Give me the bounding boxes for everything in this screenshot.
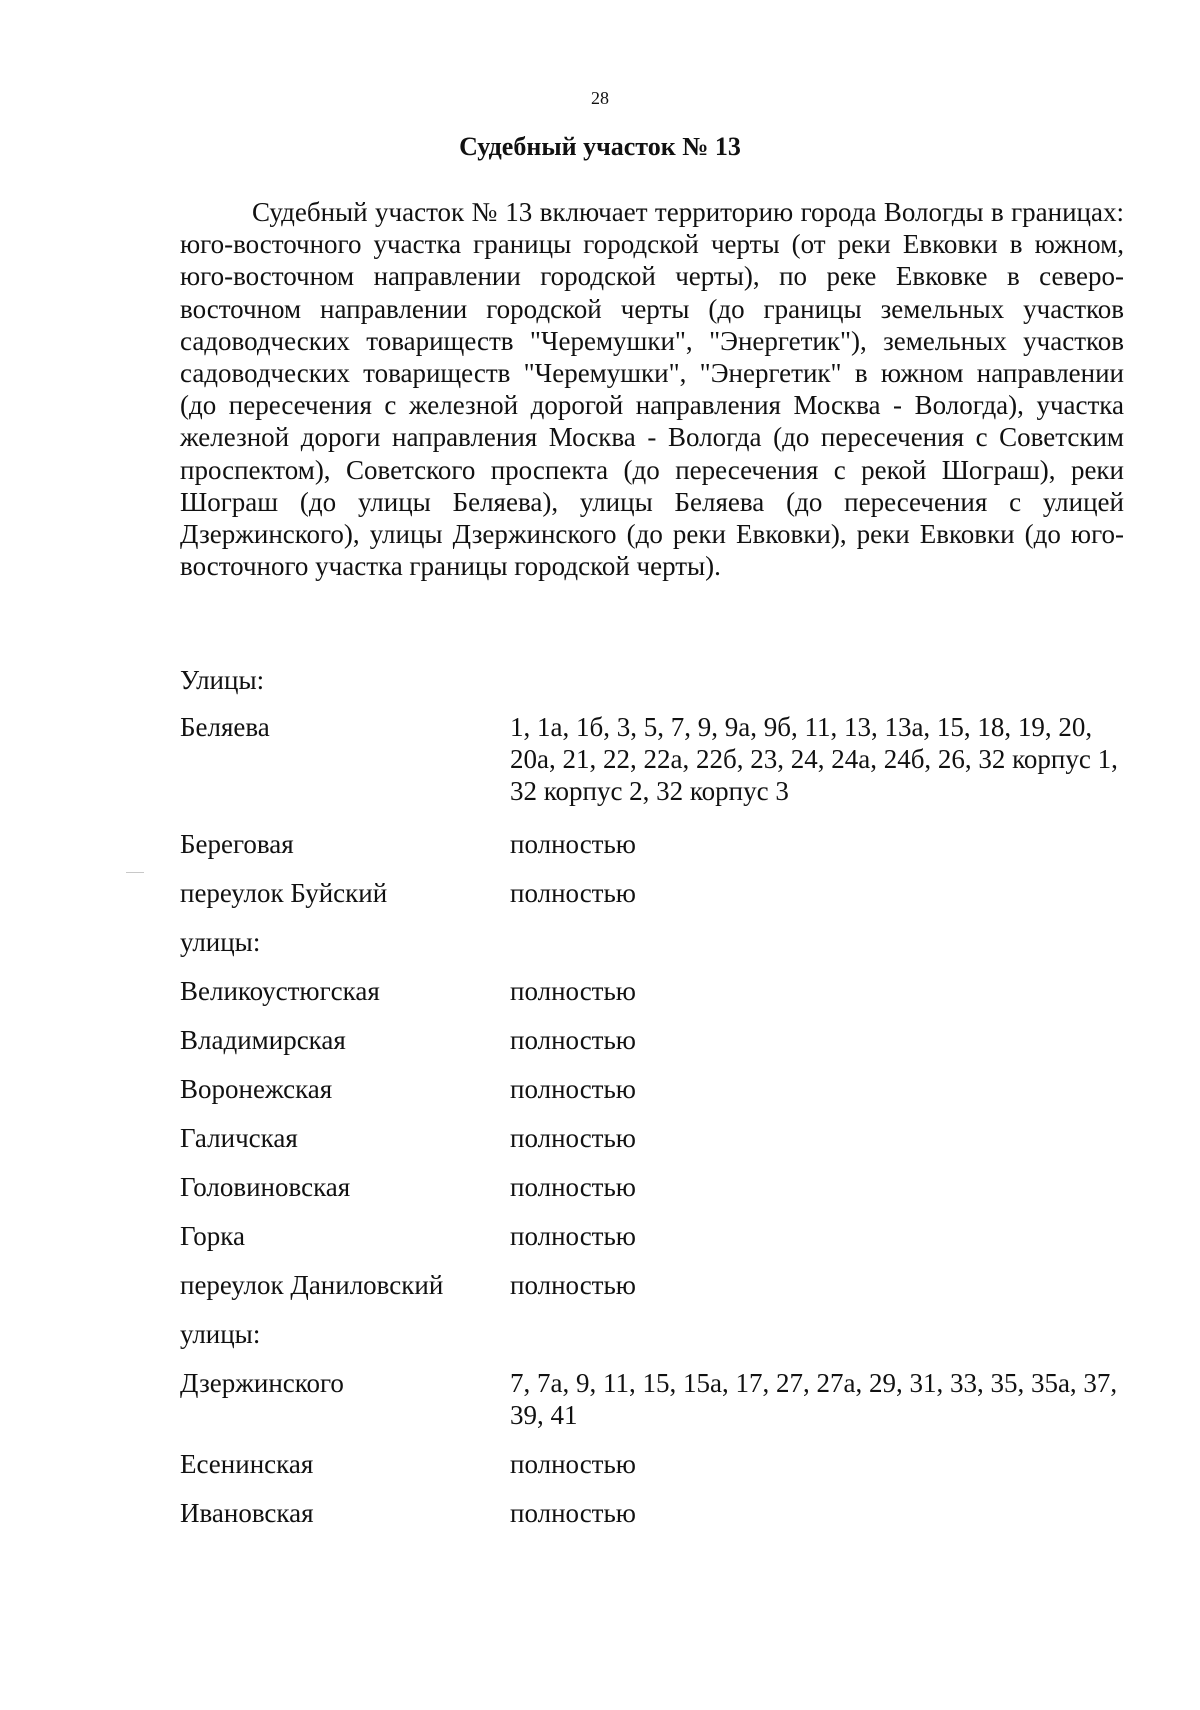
house-numbers: 1, 1а, 1б, 3, 5, 7, 9, 9а, 9б, 11, 13, 13а, 15, 18, 19, 20, 20а, 21, 22, 22а, 22б, 23, 24, 24а, 24б, 26, 32 корпус 1, 32 корпус 2, 32 корпус 3 xyxy=(510,712,1118,806)
street-name: Галичская xyxy=(180,1123,298,1153)
streets-heading: Улицы: xyxy=(180,665,265,695)
subheading-row xyxy=(180,1318,1124,1350)
street-entry xyxy=(180,1073,1124,1105)
street-name: Береговая xyxy=(180,829,294,859)
street-entry xyxy=(180,975,1124,1007)
boundary-description: Судебный участок № 13 включает территорию города Вологды в границах: юго-восточного участка границы городской черты (от реки Евковки в южном, юго-восточном направлении городской черты), по реке Евковке в северо-восточном направлении городской черты (до границы земельных участков садоводческих товариществ "Черемушки", "Энергетик"), земельных участков садоводческих товариществ "Черемушки", "Энергетик" в южном направлении (до пересечения с железной дорогой направления Москва - Вологда), участка железной дороги направления Москва - Вологда (до пересечения с Советским проспектом), Советского проспекта (до пересечения с рекой Шограш), реки Шограш (до улицы Беляева), улицы Беляева (до пересечения с улицей Дзержинского), улицы Дзержинского (до реки Евковки), реки Евковки (до юго-восточного участка границы городской черты). xyxy=(180,197,1124,582)
street-entry xyxy=(180,1122,1124,1154)
street-name: переулок Даниловский xyxy=(180,1270,444,1300)
house-numbers: полностью xyxy=(510,1449,636,1479)
subheading-label: улицы: xyxy=(180,1319,261,1349)
street-name: Горка xyxy=(180,1221,245,1251)
street-name: Головиновская xyxy=(180,1172,351,1202)
street-entry xyxy=(180,1367,1124,1431)
house-numbers: полностью xyxy=(510,1172,636,1202)
street-name: Владимирская xyxy=(180,1025,346,1055)
street-entry xyxy=(180,1171,1124,1203)
house-numbers: полностью xyxy=(510,829,636,859)
house-numbers: полностью xyxy=(510,976,636,1006)
street-entry xyxy=(180,1497,1124,1529)
street-list xyxy=(180,711,1124,1529)
house-numbers: полностью xyxy=(510,1025,636,1055)
street-name: Ивановская xyxy=(180,1498,314,1528)
page-number: 28 xyxy=(591,88,609,108)
street-name: Дзержинского xyxy=(180,1368,344,1398)
street-entry xyxy=(180,877,1124,909)
section-title: Судебный участок № 13 xyxy=(459,132,741,161)
street-entry xyxy=(180,1220,1124,1252)
house-numbers: полностью xyxy=(510,1221,636,1251)
street-entry xyxy=(180,711,1124,807)
scan-margin-mark xyxy=(126,872,144,873)
house-numbers: полностью xyxy=(510,1498,636,1528)
street-name: Есенинская xyxy=(180,1449,314,1479)
house-numbers: 7, 7а, 9, 11, 15, 15а, 17, 27, 27а, 29, 31, 33, 35, 35а, 37, 39, 41 xyxy=(510,1368,1118,1430)
house-numbers: полностью xyxy=(510,878,636,908)
street-name: Воронежская xyxy=(180,1074,333,1104)
house-numbers: полностью xyxy=(510,1123,636,1153)
street-name: переулок Буйский xyxy=(180,878,388,908)
street-name: Великоустюгская xyxy=(180,976,380,1006)
house-numbers: полностью xyxy=(510,1270,636,1300)
street-entry xyxy=(180,1024,1124,1056)
street-name: Беляева xyxy=(180,712,270,742)
subheading-row xyxy=(180,926,1124,958)
street-entry xyxy=(180,1269,1124,1301)
street-entry xyxy=(180,828,1124,860)
subheading-label: улицы: xyxy=(180,927,261,957)
house-numbers: полностью xyxy=(510,1074,636,1104)
street-entry xyxy=(180,1448,1124,1480)
